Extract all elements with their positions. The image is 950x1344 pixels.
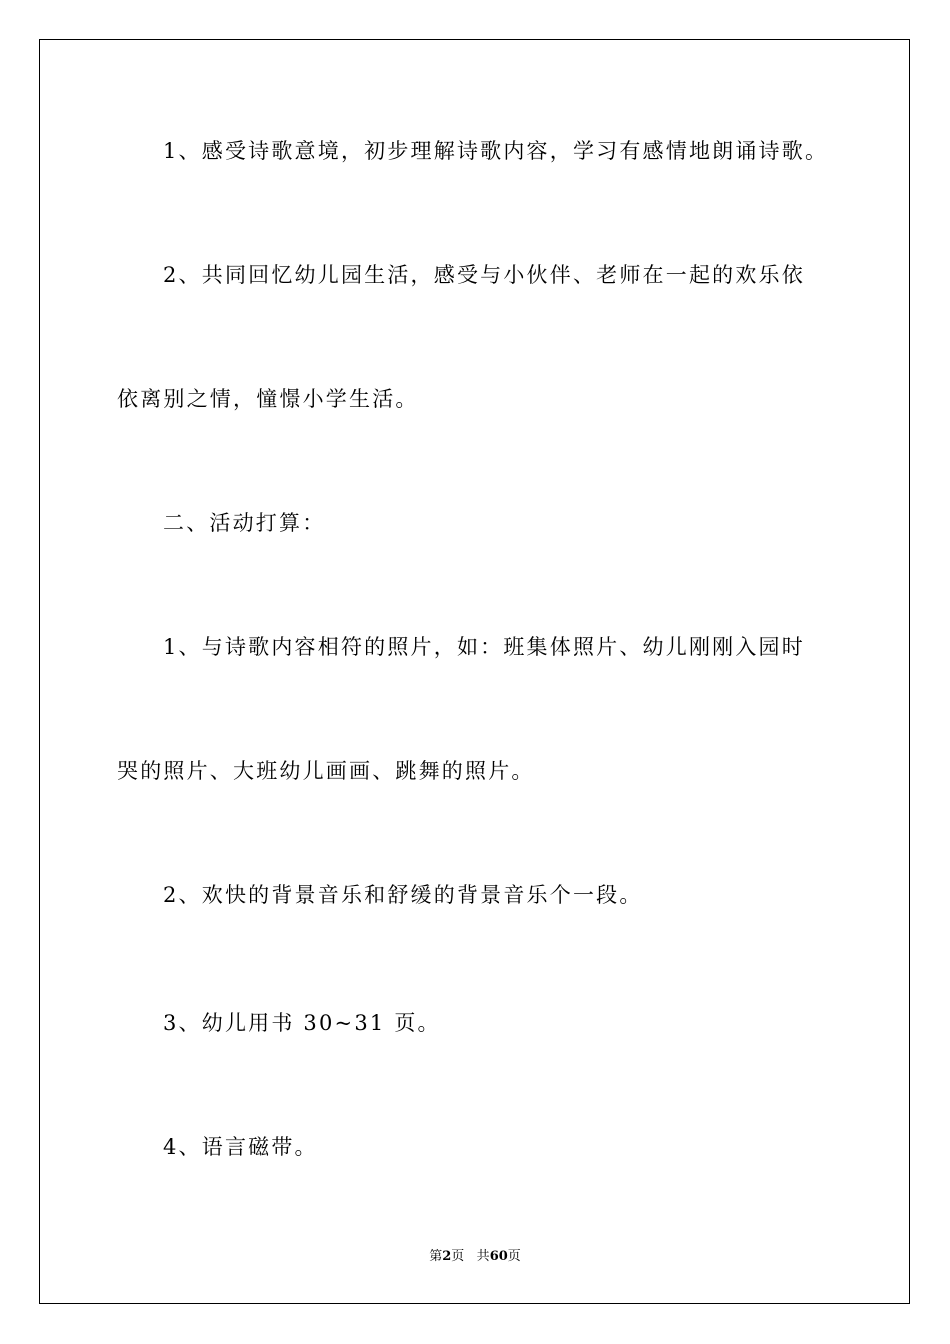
- paragraph-prep-2: 2、欢快的背景音乐和舒缓的背景音乐个一段。: [163, 883, 643, 907]
- page-footer: [0, 1249, 950, 1265]
- paragraph-objective-2-cont: 依离别之情，憧憬小学生活。: [117, 387, 419, 411]
- footer-total-pages: 60: [489, 1249, 508, 1264]
- footer-current-page: 2: [442, 1249, 452, 1264]
- paragraph-objective-1: 1、感受诗歌意境，初步理解诗歌内容，学习有感情地朗诵诗歌。: [163, 139, 829, 163]
- section-heading-preparation: 二、活动打算：: [163, 511, 326, 535]
- footer-total-prefix: 共: [476, 1249, 490, 1264]
- paragraph-prep-1: 1、与诗歌内容相符的照片，如：班集体照片、幼儿刚刚入园时: [163, 635, 805, 659]
- paragraph-prep-3: 3、幼儿用书 30~31 页。: [163, 1011, 441, 1035]
- page-frame: [39, 39, 910, 1304]
- footer-prefix: 第: [429, 1249, 443, 1264]
- paragraph-prep-4: 4、语言磁带。: [163, 1135, 318, 1159]
- paragraph-prep-1-cont: 哭的照片、大班幼儿画画、跳舞的照片。: [117, 759, 535, 783]
- footer-page-suffix: 页: [451, 1249, 465, 1264]
- paragraph-objective-2: 2、共同回忆幼儿园生活，感受与小伙伴、老师在一起的欢乐依: [163, 263, 805, 287]
- footer-total-suffix: 页: [507, 1249, 521, 1264]
